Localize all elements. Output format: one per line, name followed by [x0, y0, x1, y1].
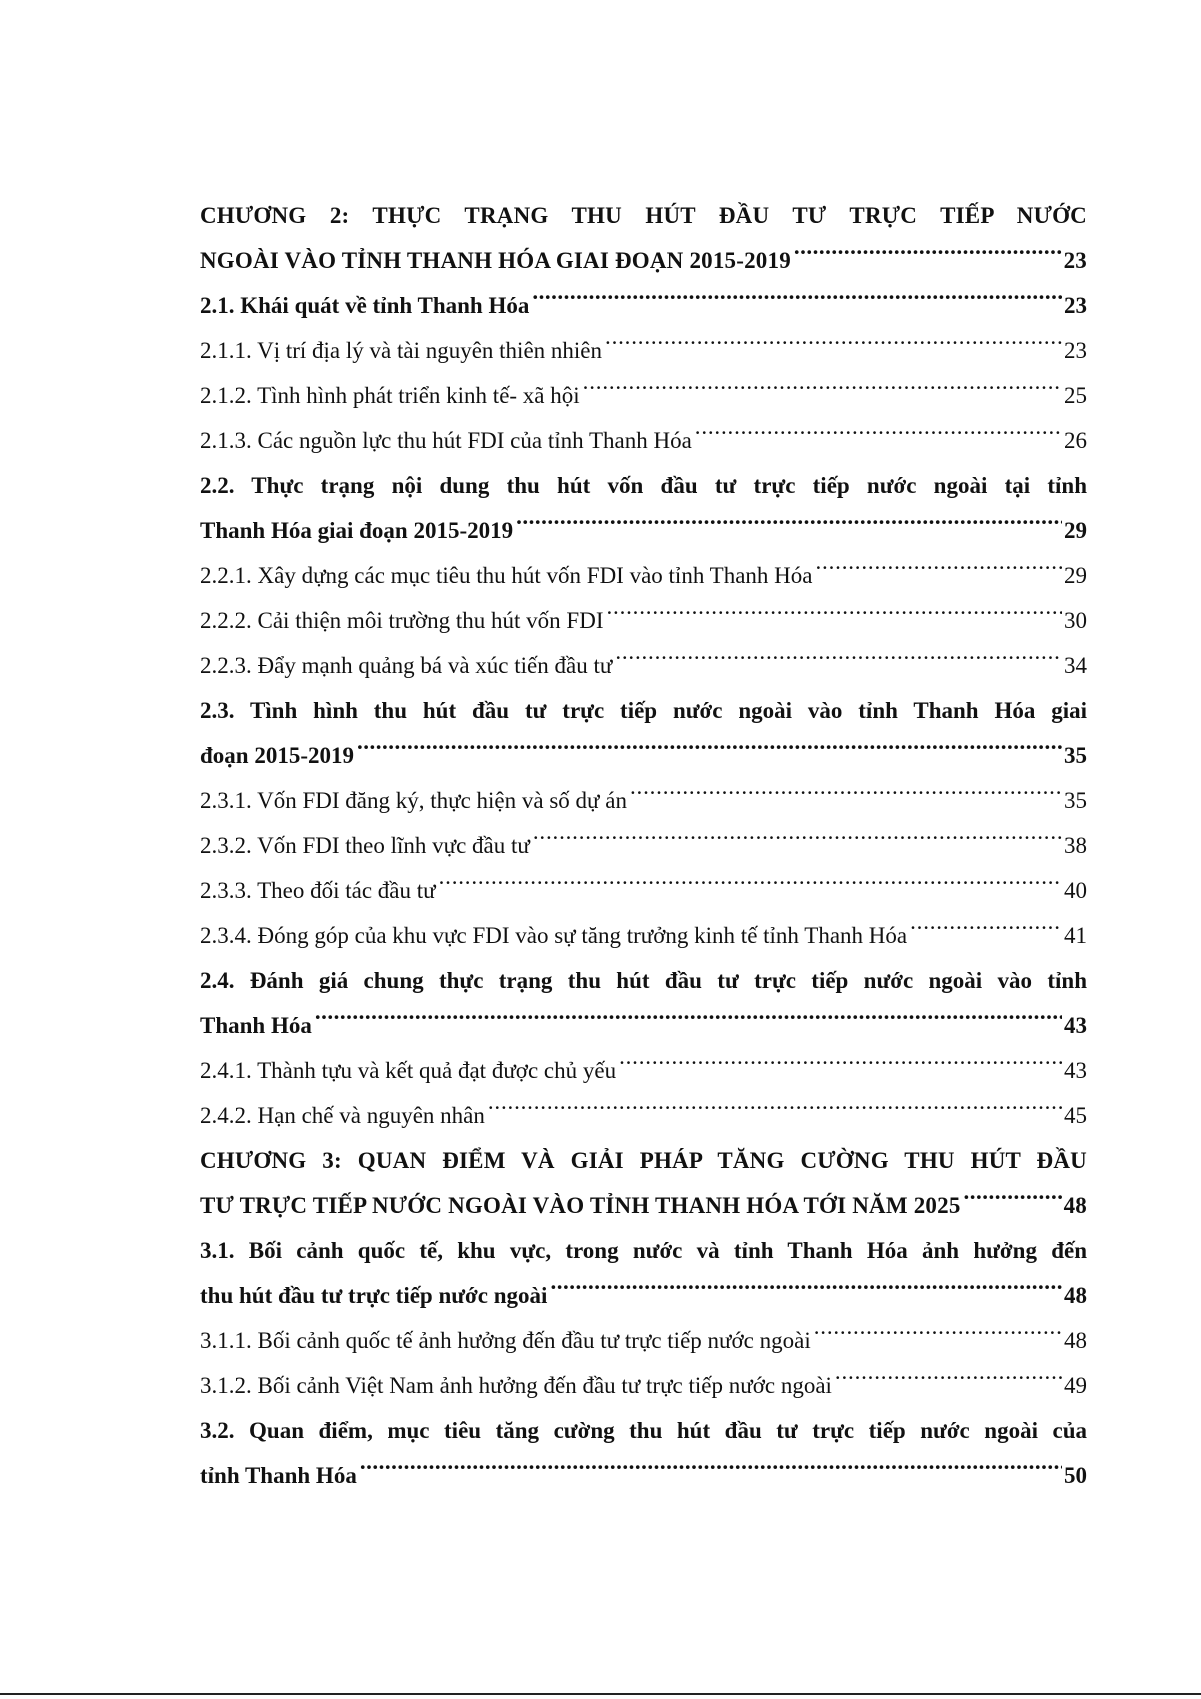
toc-section-entry[interactable] — [200, 1228, 1087, 1318]
toc-entry-leader-line — [200, 418, 1087, 463]
dot-leader — [357, 740, 1062, 763]
dot-leader — [816, 560, 1063, 583]
toc-entry-leader-line — [200, 1048, 1087, 1093]
dot-leader — [695, 425, 1062, 448]
toc-entry-leader-line — [200, 598, 1087, 643]
toc-page-number: 48 — [1064, 1283, 1087, 1308]
toc-entry-title: 2.4.2. Hạn chế và nguyên nhân — [200, 1103, 485, 1128]
toc-section-entry[interactable] — [200, 463, 1087, 553]
toc-entry-title: 2.1.1. Vị trí địa lý và tài nguyên thiên nhiên — [200, 338, 603, 363]
toc-entry-leader-line — [200, 1363, 1087, 1408]
toc-entry-title-line: 3.2. Quan điểm, mục tiêu tăng cường thu hút đầu tư trực tiếp nước ngoài của — [200, 1418, 1087, 1443]
dot-leader — [360, 1460, 1062, 1483]
toc-page-number: 48 — [1064, 1328, 1087, 1353]
toc-entry-leader-line — [200, 1273, 1087, 1318]
toc-entry-leader-line — [200, 733, 1087, 778]
toc-entry-title: 2.3.2. Vốn FDI theo lĩnh vực đầu tư — [200, 833, 530, 858]
toc-entry-title: tỉnh Thanh Hóa — [200, 1463, 357, 1488]
toc-page-number: 35 — [1064, 743, 1087, 768]
toc-subsection-entry[interactable] — [200, 1363, 1087, 1408]
toc-entry-title-line: 2.3. Tình hình thu hút đầu tư trực tiếp nước ngoài vào tỉnh Thanh Hóa giai — [200, 698, 1087, 723]
toc-entry-title-line: 3.1. Bối cảnh quốc tế, khu vực, trong nước và tỉnh Thanh Hóa ảnh hưởng đến — [200, 1238, 1087, 1263]
toc-subsection-entry[interactable] — [200, 553, 1087, 598]
toc-subsection-entry[interactable] — [200, 598, 1087, 643]
toc-entry-title: 2.1.3. Các nguồn lực thu hút FDI của tỉnh Thanh Hóa — [200, 428, 692, 453]
toc-subsection-entry[interactable] — [200, 823, 1087, 868]
toc-entry-leader-line — [200, 643, 1087, 688]
toc-chapter-entry[interactable] — [200, 193, 1087, 283]
toc-subsection-entry[interactable] — [200, 1318, 1087, 1363]
toc-subsection-entry[interactable] — [200, 778, 1087, 823]
toc-subsection-entry[interactable] — [200, 1048, 1087, 1093]
toc-entry-leader-line — [200, 1093, 1087, 1138]
toc-entry-title: Thanh Hóa — [200, 1013, 312, 1038]
toc-entry-leader-line — [200, 1003, 1087, 1048]
toc-page-number: 49 — [1064, 1373, 1087, 1398]
dot-leader — [619, 1055, 1062, 1078]
bottom-border-line — [0, 1693, 1201, 1695]
toc-page-number: 25 — [1064, 383, 1087, 408]
toc-page-number: 34 — [1064, 653, 1087, 678]
dot-leader — [550, 1280, 1062, 1303]
toc-entry-title: thu hút đầu tư trực tiếp nước ngoài — [200, 1283, 548, 1308]
dot-leader — [814, 1325, 1062, 1348]
toc-entry-title: đoạn 2015-2019 — [200, 743, 354, 768]
toc-entry-leader-line — [200, 1453, 1087, 1498]
toc-entry-title: 2.2.3. Đẩy mạnh quảng bá và xúc tiến đầu tư — [200, 653, 613, 678]
toc-entry-title: 2.4.1. Thành tựu và kết quả đạt được chủ yếu — [200, 1058, 617, 1083]
toc-page-number: 43 — [1064, 1013, 1087, 1038]
toc-entry-leader-line — [200, 508, 1087, 553]
toc-page-number: 23 — [1063, 248, 1087, 273]
toc-entry-title: 2.1.2. Tình hình phát triển kinh tế- xã hội — [200, 383, 580, 408]
toc-section-entry[interactable] — [200, 283, 1087, 328]
toc-page-number: 29 — [1064, 518, 1087, 543]
toc-entry-leader-line — [200, 238, 1087, 283]
toc-page-number: 40 — [1064, 878, 1087, 903]
dot-leader — [583, 380, 1062, 403]
toc-page-number: 26 — [1064, 428, 1087, 453]
toc-entry-title-line: CHƯƠNG 2: THỰC TRẠNG THU HÚT ĐẦU TƯ TRỰC TIẾP NƯỚC — [200, 203, 1087, 228]
toc-entry-title: 2.3.4. Đóng góp của khu vực FDI vào sự tăng trưởng kinh tế tỉnh Thanh Hóa — [200, 923, 908, 948]
dot-leader — [606, 605, 1062, 628]
toc-entry-title: 3.1.1. Bối cảnh quốc tế ảnh hưởng đến đầu tư trực tiếp nước ngoài — [200, 1328, 811, 1353]
toc-subsection-entry[interactable] — [200, 418, 1087, 463]
toc-entry-title: TƯ TRỰC TIẾP NƯỚC NGOÀI VÀO TỈNH THANH HÓA TỚI NĂM 2025 — [200, 1193, 961, 1218]
toc-page-number: 23 — [1064, 338, 1087, 363]
toc-page-number: 41 — [1064, 923, 1087, 948]
dot-leader — [516, 515, 1062, 538]
toc-chapter-entry[interactable] — [200, 1138, 1087, 1228]
toc-entry-title: 2.2.1. Xây dựng các mục tiêu thu hút vốn FDI vào tỉnh Thanh Hóa — [200, 563, 813, 588]
toc-entry-leader-line — [200, 913, 1087, 958]
dot-leader — [315, 1010, 1062, 1033]
dot-leader — [533, 830, 1062, 853]
toc-page-number: 29 — [1064, 563, 1087, 588]
toc-subsection-entry[interactable] — [200, 868, 1087, 913]
toc-page-number: 30 — [1064, 608, 1087, 633]
toc-entry-leader-line — [200, 283, 1087, 328]
toc-entry-leader-line — [200, 778, 1087, 823]
dot-leader — [532, 290, 1062, 313]
toc-entry-leader-line — [200, 1183, 1087, 1228]
toc-entry-title: 2.3.1. Vốn FDI đăng ký, thực hiện và số dự án — [200, 788, 627, 813]
toc-entry-leader-line — [200, 823, 1087, 868]
toc-entry-leader-line — [200, 1318, 1087, 1363]
dot-leader — [488, 1100, 1062, 1123]
dot-leader — [605, 335, 1062, 358]
toc-entry-title-line: 2.2. Thực trạng nội dung thu hút vốn đầu tư trực tiếp nước ngoài tại tỉnh — [200, 473, 1087, 498]
toc-subsection-entry[interactable] — [200, 643, 1087, 688]
toc-subsection-entry[interactable] — [200, 913, 1087, 958]
dot-leader — [835, 1370, 1062, 1393]
toc-page-number: 23 — [1064, 293, 1087, 318]
toc-entry-leader-line — [200, 868, 1087, 913]
dot-leader — [615, 650, 1062, 673]
toc-section-entry[interactable] — [200, 958, 1087, 1048]
dot-leader — [794, 245, 1062, 268]
toc-subsection-entry[interactable] — [200, 373, 1087, 418]
toc-entry-leader-line — [200, 553, 1087, 598]
dot-leader — [910, 920, 1062, 943]
toc-page-number: 50 — [1064, 1463, 1087, 1488]
toc-entry-title: NGOÀI VÀO TỈNH THANH HÓA GIAI ĐOẠN 2015-2019 — [200, 248, 791, 273]
toc-section-entry[interactable] — [200, 1408, 1087, 1498]
toc-page-number: 45 — [1064, 1103, 1087, 1128]
toc-entry-title: 2.2.2. Cải thiện môi trường thu hút vốn FDI — [200, 608, 604, 633]
dot-leader — [439, 875, 1062, 898]
toc-entry-title: 3.1.2. Bối cảnh Việt Nam ảnh hưởng đến đầu tư trực tiếp nước ngoài — [200, 1373, 832, 1398]
toc-subsection-entry[interactable] — [200, 1093, 1087, 1138]
toc-section-entry[interactable] — [200, 688, 1087, 778]
toc-page-number: 38 — [1064, 833, 1087, 858]
toc-entry-title: 2.1. Khái quát về tỉnh Thanh Hóa — [200, 293, 530, 318]
toc-entry-title-line: CHƯƠNG 3: QUAN ĐIỂM VÀ GIẢI PHÁP TĂNG CƯỜNG THU HÚT ĐẦU — [200, 1148, 1087, 1173]
table-of-contents — [200, 193, 1087, 1498]
toc-entry-leader-line — [200, 373, 1087, 418]
dot-leader — [964, 1190, 1062, 1213]
toc-entry-title: 2.3.3. Theo đối tác đầu tư — [200, 878, 436, 903]
toc-entry-leader-line — [200, 328, 1087, 373]
toc-page-number: 35 — [1064, 788, 1087, 813]
toc-page-number: 43 — [1064, 1058, 1087, 1083]
toc-page-number: 48 — [1063, 1193, 1087, 1218]
toc-entry-title: Thanh Hóa giai đoạn 2015-2019 — [200, 518, 514, 543]
dot-leader — [630, 785, 1062, 808]
toc-subsection-entry[interactable] — [200, 328, 1087, 373]
toc-entry-title-line: 2.4. Đánh giá chung thực trạng thu hút đầu tư trực tiếp nước ngoài vào tỉnh — [200, 968, 1087, 993]
